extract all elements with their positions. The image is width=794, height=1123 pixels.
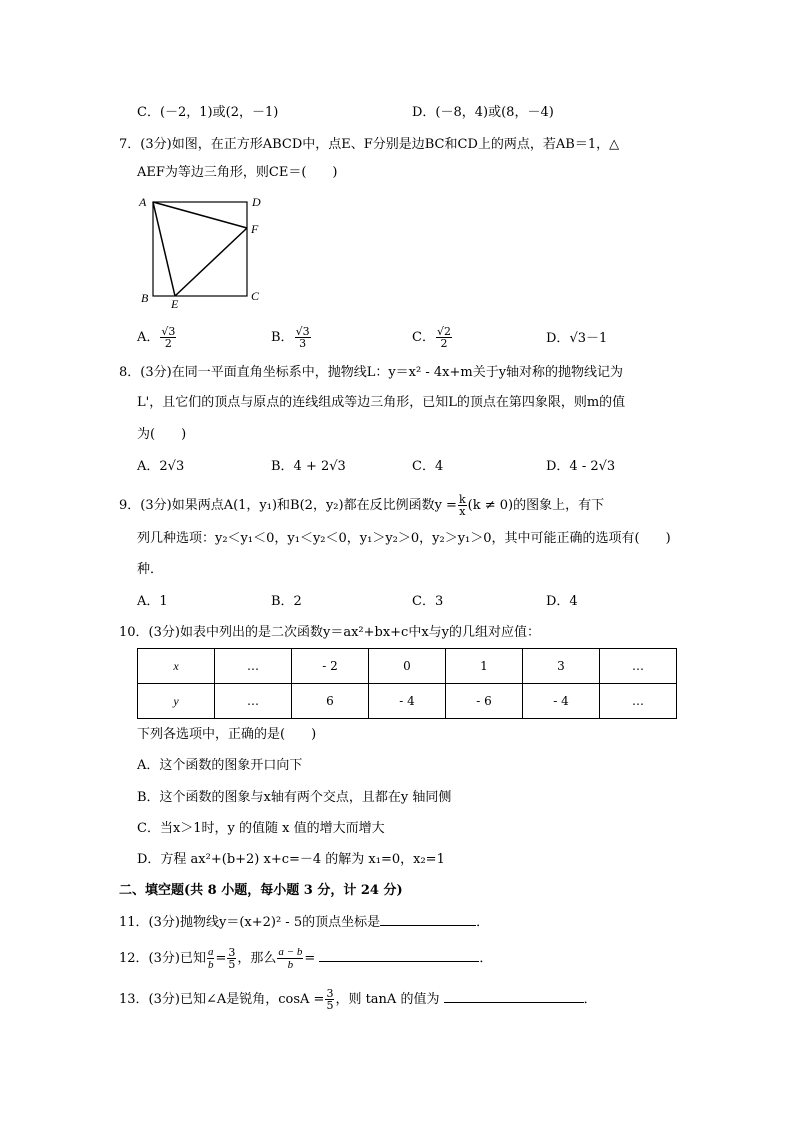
answer-blank	[380, 913, 476, 926]
q10-value-table	[137, 648, 677, 719]
q7-line1: 7．(3分)如图，在正方形ABCD中，点E、F分别是边BC和CD上的两点，若AB＝1，△	[119, 137, 620, 152]
table-row	[138, 649, 677, 684]
label-a: A	[139, 195, 147, 209]
q9-fraction: $\frac{k}{x}$	[458, 493, 466, 518]
table-cell: - 2	[292, 649, 369, 684]
q7-square-figure	[135, 192, 275, 312]
label-e: E	[171, 297, 179, 311]
table-cell: 3	[523, 649, 600, 684]
q9-line3: 种．	[137, 562, 164, 577]
q7-line2: AEF为等边三角形，则CE＝( )	[137, 165, 338, 180]
label-f: F	[251, 222, 259, 236]
table-cell: - 6	[446, 684, 523, 719]
q7-option-c: C． $\frac{√2}{2}$	[412, 325, 451, 350]
q9-option-c: C．3	[412, 594, 444, 609]
q8-option-d: D．4 - 2√3	[546, 459, 616, 474]
table-cell: …	[215, 649, 292, 684]
table-cell: …	[600, 649, 677, 684]
label-d: D	[252, 195, 261, 209]
q8-option-c: C．4	[412, 459, 444, 474]
section-heading: 二、填空题(共 8 小题，每小题 3 分，计 24 分)	[119, 883, 403, 898]
table-cell: 0	[369, 649, 446, 684]
table-cell: …	[215, 684, 292, 719]
q10-option-c: C．当x＞1时，y 的值随 x 值的增大而增大	[137, 821, 385, 836]
answer-blank	[319, 949, 479, 962]
q7-option-b: B． $\frac{√3}{3}$	[271, 325, 310, 350]
table-cell: - 4	[523, 684, 600, 719]
q13-line: 13．(3分)已知∠A是锐角，cosA = $\frac{3}{5}$ ，则 tanA 的值为 ．	[119, 987, 597, 1012]
q10-option-d: D．方程 ax²+(b+2) x+c=－4 的解为 x₁=0，x₂=1	[137, 852, 445, 867]
q11-line: 11．(3分)抛物线y＝(x+2)² - 5的顶点坐标是 ．	[119, 915, 490, 930]
q10-line1: 10．(3分)如表中列出的是二次函数y＝ax²+bx+c中x与y的几组对应值：	[119, 625, 541, 640]
q8-line3: 为( )	[137, 427, 187, 442]
q10-prompt: 下列各选项中，正确的是( )	[137, 727, 317, 742]
q8-line2: L'，且它们的顶点与原点的连线组成等边三角形，已知L的顶点在第四象限，则m的值	[137, 395, 626, 410]
q9-option-d: D．4	[546, 594, 578, 609]
q6-option-c: C．(－2，1)或(2，－1)	[137, 105, 279, 120]
table-cell: 6	[292, 684, 369, 719]
q12-line: 12．(3分)已知 $\frac{a}{b}$ = $\frac{3}{5}$ ，那么 $\frac{a - b}{b}$ = ．	[119, 946, 493, 971]
q9-line1: 9．(3分)如果两点A(1，y₁)和B(2，y₂)都在反比例函数y = $\frac{k}{x}$ (k ≠ 0)的图象上，有下	[119, 493, 605, 518]
q7-option-a: A． $\frac{√3}{2}$	[137, 325, 176, 350]
q10-option-b: B．这个函数的图象与x轴有两个交点，且都在y 轴同侧	[137, 790, 452, 805]
table-cell: y	[138, 684, 215, 719]
answer-blank	[444, 990, 584, 1003]
label-b: B	[141, 291, 149, 305]
q10-option-a: A．这个函数的图象开口向下	[137, 758, 303, 773]
q9-line2: 列几种选项：y₂＜y₁＜0，y₁＜y₂＜0，y₁＞y₂＞0，y₂＞y₁＞0，其中可能正确的选项有( )	[137, 531, 671, 546]
q8-option-b: B．4 + 2√3	[271, 459, 346, 474]
q8-line1: 8．(3分)在同一平面直角坐标系中，抛物线L：y＝x² - 4x+m关于y轴对称的抛物线记为	[119, 365, 624, 380]
q9-option-a: A．1	[137, 594, 168, 609]
table-row	[138, 684, 677, 719]
q6-option-d: D．(－8，4)或(8，－4)	[412, 105, 554, 120]
table-cell: - 4	[369, 684, 446, 719]
table-cell: …	[600, 684, 677, 719]
q8-option-a: A．2√3	[137, 459, 185, 474]
q9-option-b: B．2	[271, 594, 302, 609]
label-c: C	[251, 289, 260, 303]
q7-option-d: D．√3－1	[546, 331, 608, 346]
table-cell: x	[138, 649, 215, 684]
table-cell: 1	[446, 649, 523, 684]
